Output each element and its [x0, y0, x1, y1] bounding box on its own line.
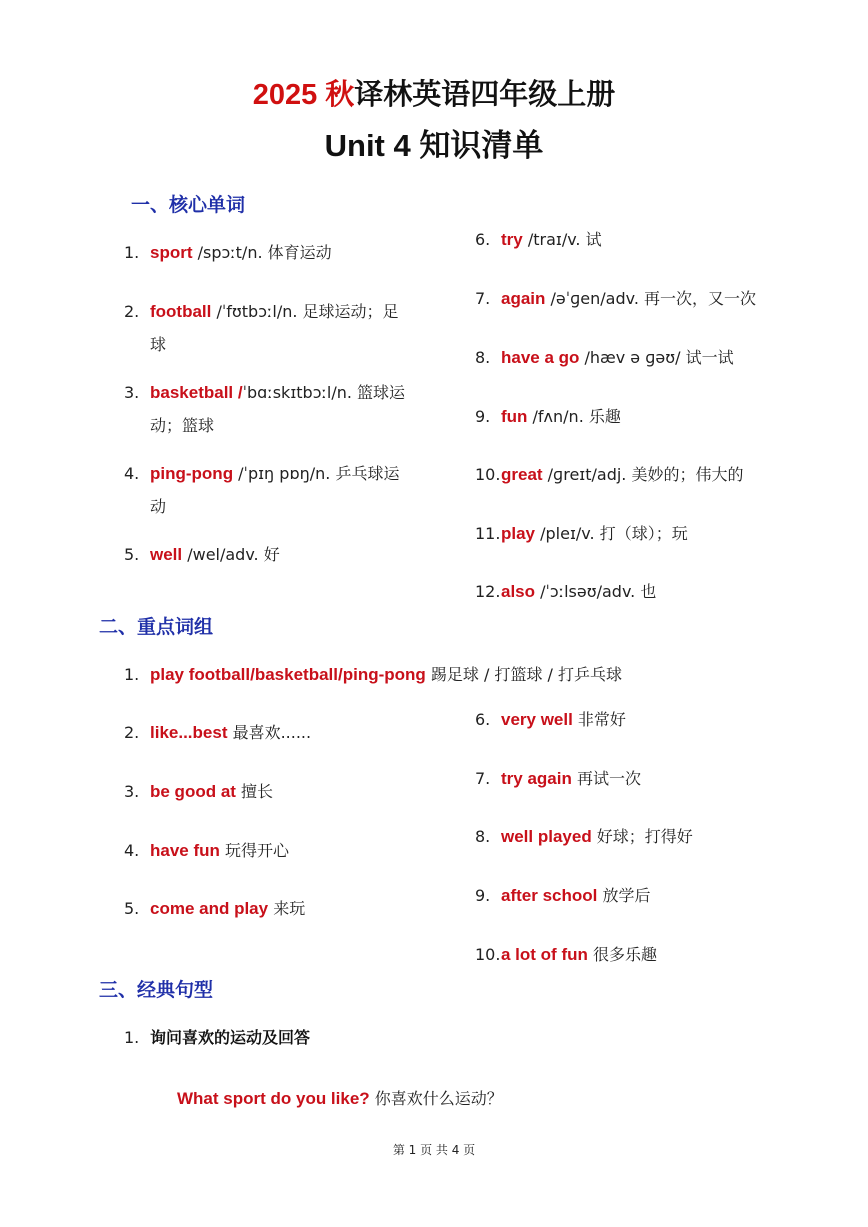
keyword: have a go	[501, 348, 580, 367]
phonetic: /ˈpɪŋ pɒŋ/n.	[233, 464, 336, 483]
title-year: 2025 秋	[252, 79, 355, 111]
phonetic: /spɔːt/n.	[192, 243, 268, 262]
meaning: 来玩	[268, 899, 306, 918]
word-item	[124, 376, 424, 442]
keyword: very well	[501, 710, 573, 729]
keyword: come and play	[150, 899, 269, 918]
meaning: 好	[263, 545, 280, 564]
meaning: 再一次，又一次	[644, 289, 757, 308]
keyword: after school	[501, 886, 598, 905]
phonetic: /pleɪ/v.	[535, 524, 600, 543]
page-footer: 第 1 页 共 4 页	[392, 1143, 476, 1157]
phonetic: ˈbɑːskɪtbɔːl/n.	[242, 383, 358, 402]
item-number: 9.	[475, 407, 491, 426]
keyword: try again	[501, 769, 572, 788]
meaning: 试	[585, 230, 602, 249]
item-number: 8.	[475, 348, 491, 367]
keyword: a lot of fun	[501, 945, 588, 964]
phonetic: /əˈɡen/adv.	[545, 289, 645, 308]
phonetic: /fʌn/n.	[527, 407, 589, 426]
item-number: 10.	[475, 465, 501, 484]
item-number: 5.	[124, 899, 140, 918]
keyword: fun	[501, 407, 528, 426]
meaning: 好球；打得好	[591, 827, 693, 846]
word-item	[124, 457, 424, 523]
item-number: 8.	[475, 827, 491, 846]
keyword: football	[150, 302, 212, 321]
keyword: well played	[501, 827, 592, 846]
example-sentence	[177, 1086, 503, 1109]
meaning: 乐趣	[588, 407, 621, 426]
keyword: sport	[150, 243, 193, 262]
meaning-continued: 球	[150, 335, 167, 354]
phonetic: /wel/adv.	[182, 545, 264, 564]
keyword: be good at	[150, 782, 236, 801]
meaning: 再试一次	[571, 769, 641, 788]
meaning: 试一试	[685, 348, 734, 367]
keyword: play	[501, 524, 536, 543]
item-number: 4.	[124, 464, 140, 483]
sentence-english: What sport do you like?	[177, 1089, 370, 1108]
keyword: ping-pong	[150, 464, 234, 483]
item-number: 6.	[475, 230, 491, 249]
keyword: have fun	[150, 841, 220, 860]
item-number: 1.	[124, 1028, 140, 1047]
meaning: 美妙的；伟大的	[631, 465, 744, 484]
meaning: 最喜欢......	[227, 723, 312, 742]
keyword: well	[150, 545, 183, 564]
keyword: again	[501, 289, 546, 308]
meaning: 很多乐趣	[587, 945, 657, 964]
item-number: 3.	[124, 383, 140, 402]
sentence-chinese: 你喜欢什么运动？	[369, 1089, 503, 1108]
document-title	[0, 72, 868, 113]
meaning: 打（球）；玩	[599, 524, 688, 543]
keyword: try	[501, 230, 523, 249]
meaning: 非常好	[572, 710, 626, 729]
item-number: 9.	[475, 886, 491, 905]
meaning-continued: 动；篮球	[150, 416, 215, 435]
meaning: 乒乓球运	[335, 464, 400, 483]
section-heading-core-words: 一、核心单词	[131, 194, 246, 216]
meaning-continued: 动	[150, 497, 167, 516]
item-number: 1.	[124, 665, 140, 684]
item-number: 2.	[124, 723, 140, 742]
meaning: 足球运动；足	[302, 302, 399, 321]
item-number: 5.	[124, 545, 140, 564]
phonetic: /ˈfʊtbɔːl/n.	[211, 302, 303, 321]
phonetic: /ɡreɪt/adj.	[542, 465, 632, 484]
meaning: 篮球运	[357, 383, 406, 402]
meaning: 玩得开心	[219, 841, 289, 860]
item-number: 12.	[475, 582, 501, 601]
item-number: 7.	[475, 289, 491, 308]
meaning: 也	[640, 582, 657, 601]
keyword: basketball /	[150, 383, 243, 402]
phonetic: /ˈɔːlsəʊ/adv.	[535, 582, 641, 601]
item-number: 10.	[475, 945, 501, 964]
document-subtitle: Unit 4 知识清单	[324, 128, 544, 163]
keyword: great	[501, 465, 543, 484]
keyword: also	[501, 582, 536, 601]
word-item	[124, 295, 424, 361]
title-main: 译林英语四年级上册	[354, 79, 616, 111]
item-number: 3.	[124, 782, 140, 801]
meaning: 踢足球 / 打篮球 / 打乒乓球	[425, 665, 623, 684]
item-number: 6.	[475, 710, 491, 729]
keyword: play football/basketball/ping-pong	[150, 665, 426, 684]
item-number: 4.	[124, 841, 140, 860]
phonetic: /traɪ/v.	[522, 230, 586, 249]
section-heading-key-phrases: 二、重点词组	[99, 616, 214, 638]
item-number: 2.	[124, 302, 140, 321]
keyword: like...best	[150, 723, 228, 742]
meaning: 放学后	[597, 886, 651, 905]
meaning: 擅长	[235, 782, 274, 801]
item-number: 1.	[124, 243, 140, 262]
section-heading-sentences: 三、经典句型	[99, 979, 214, 1001]
meaning: 体育运动	[267, 243, 332, 262]
item-number: 11.	[475, 524, 501, 543]
phonetic: /hæv ə ɡəʊ/	[579, 348, 686, 367]
subheading-text: 询问喜欢的运动及回答	[150, 1028, 311, 1047]
item-number: 7.	[475, 769, 491, 788]
